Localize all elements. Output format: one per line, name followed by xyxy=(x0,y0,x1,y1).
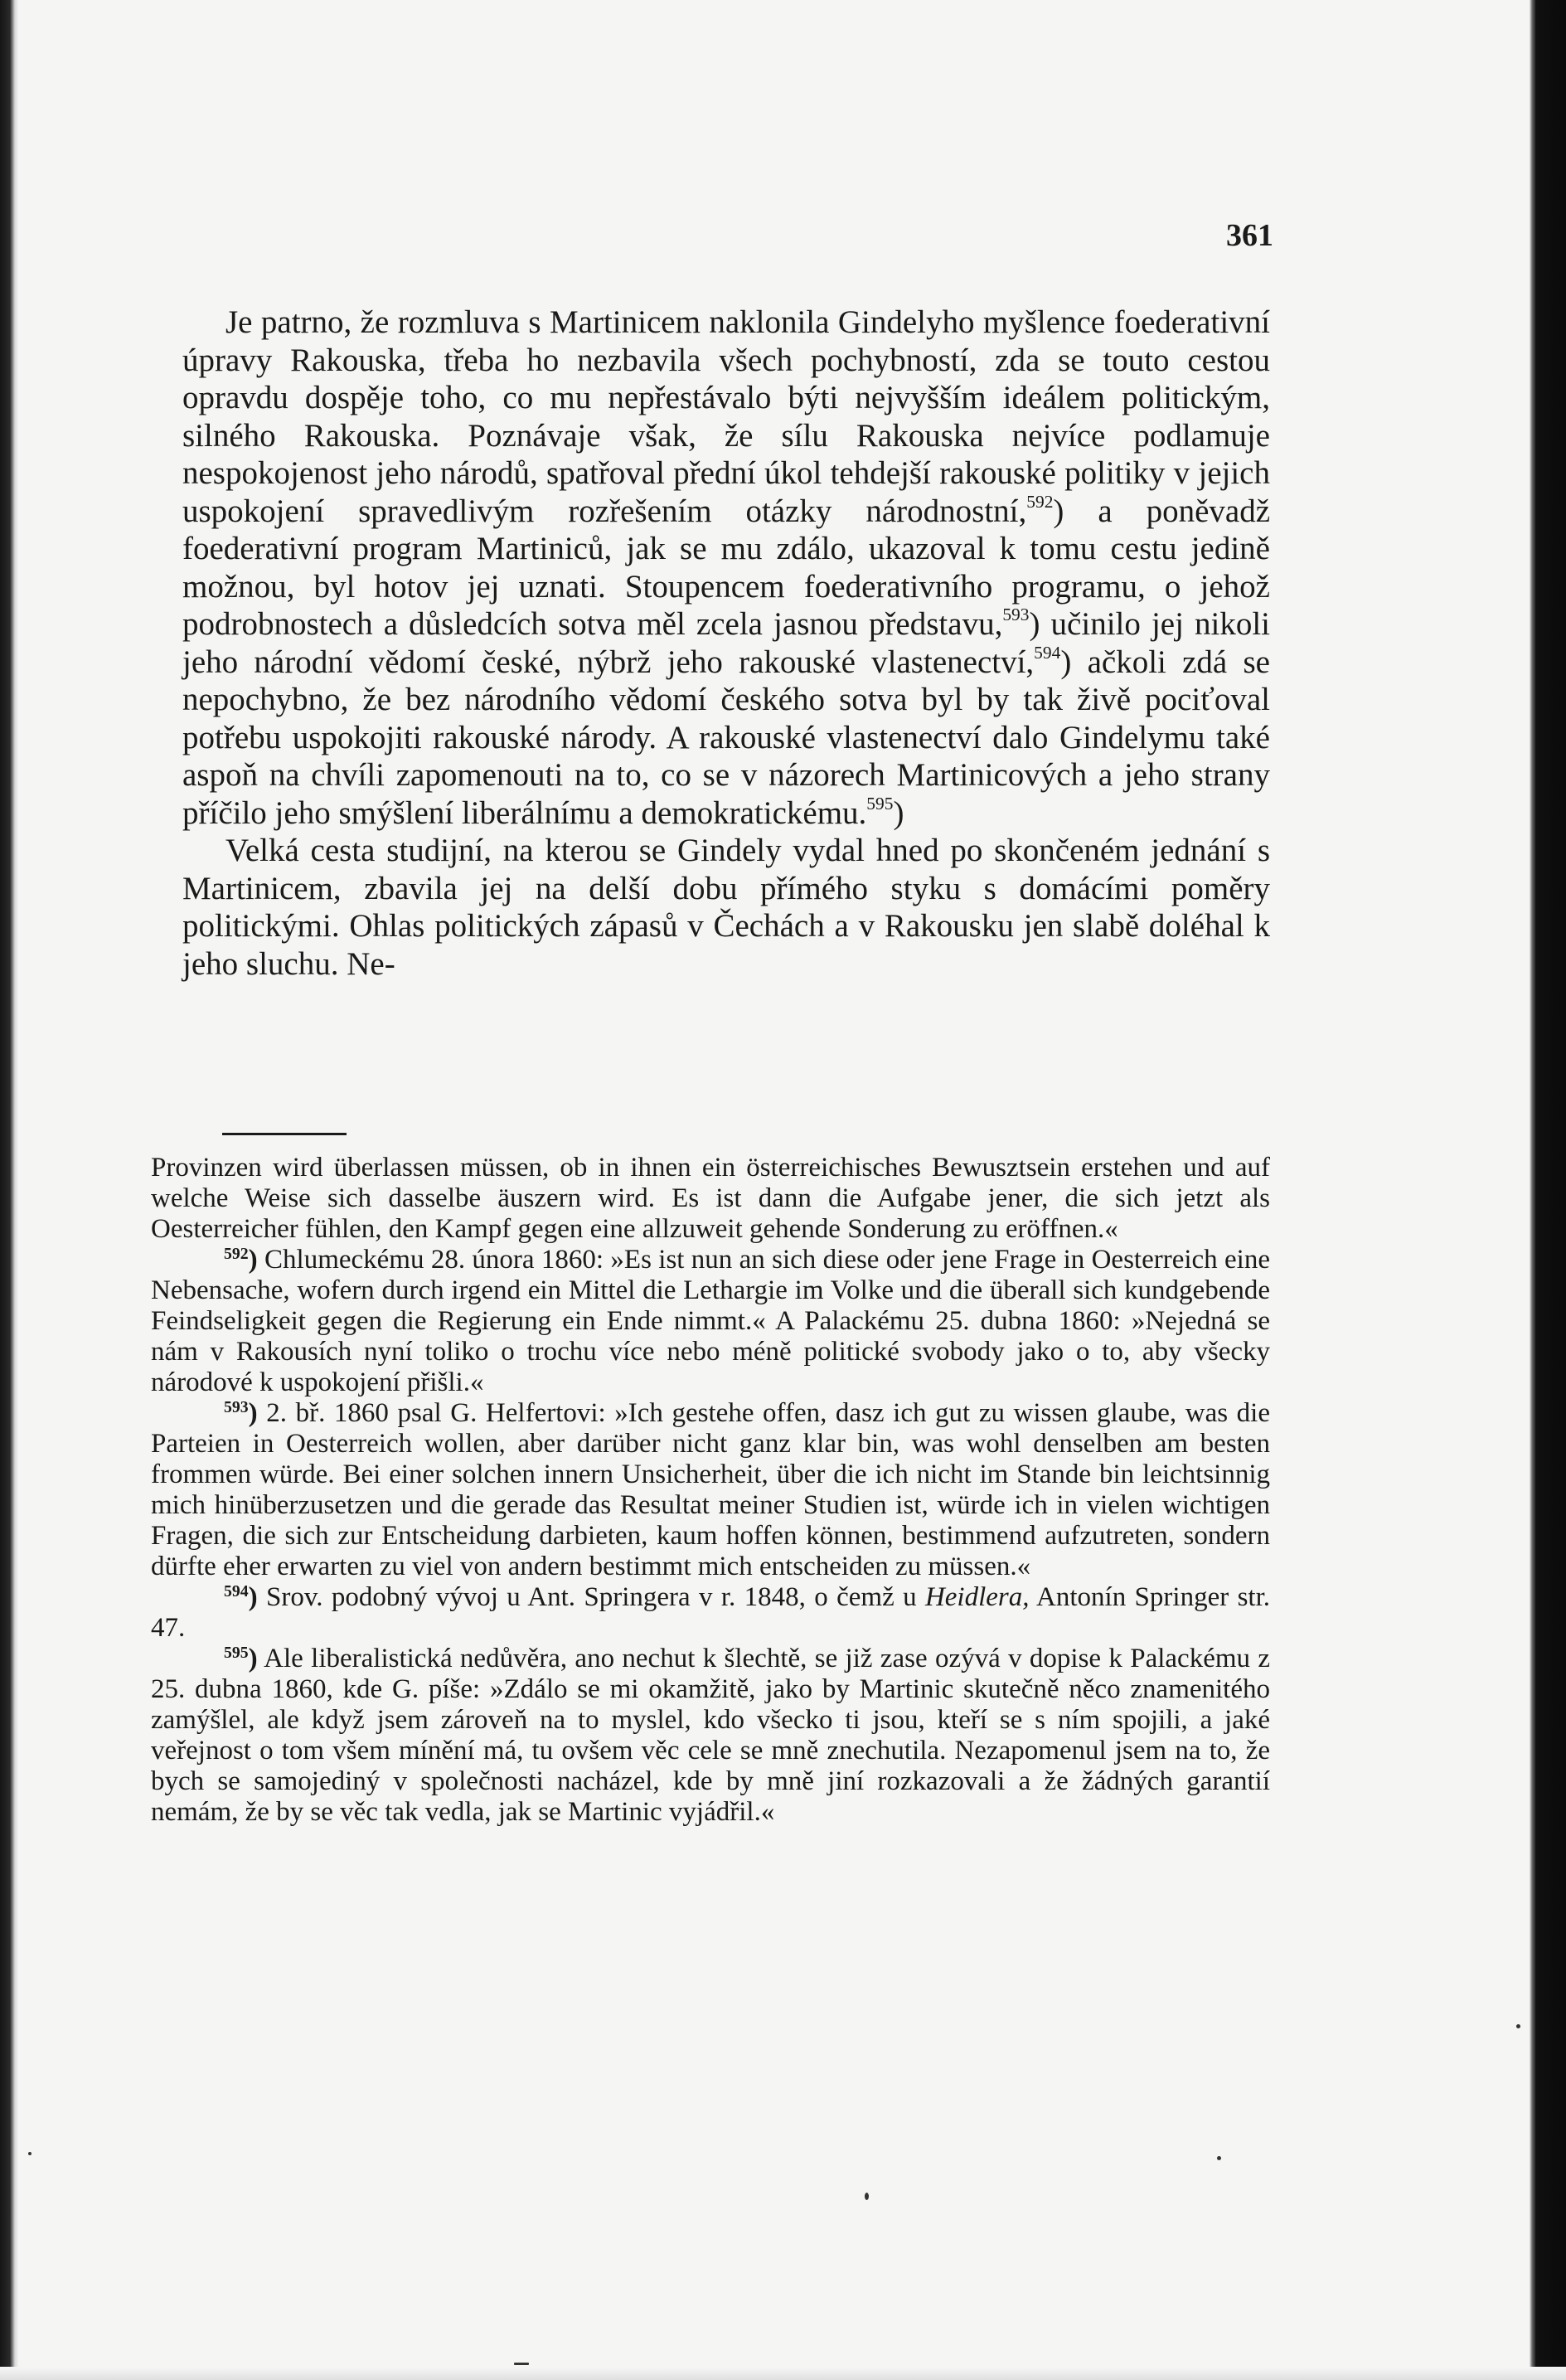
paragraph: Velká cesta studijní, na kterou se Gindely vydal hned po skončeném jednání s Martinicem, zbavila jej na delší dobu přímého styku s domácími poměry politickými. Ohlas politických zápasů v Čechách a v Rakousku jen slabě doléhal k jeho sluchu. Ne- xyxy=(182,833,1270,982)
scan-speck xyxy=(514,2363,529,2365)
scan-edge-bottom xyxy=(0,2367,1566,2380)
footnote-mark: 592 xyxy=(224,1245,249,1264)
footnote: $^{594}$) Srov. podobný vývoj u Ant. Springera v r. 1848, o čemž u Heidlera, Antonín Springer str. 47. xyxy=(151,1582,1270,1643)
scan-edge-right xyxy=(1530,0,1566,2380)
footnotes xyxy=(151,1153,1270,1828)
footnote-mark: 595 xyxy=(224,1644,249,1663)
scan-edge-left xyxy=(0,0,18,2380)
scan-speck xyxy=(1217,2156,1221,2160)
footnote-mark: 593 xyxy=(224,1398,249,1417)
scan-speck xyxy=(865,2193,869,2200)
footnote: $^{592}$) Chlumeckému 28. února 1860: »Es ist nun an sich diese oder jene Frage in Oesterreich eine Nebensache, wofern durch irgend ein Mittel die Lethargie im Volke und die überall sich kundgebende Feindseligkeit gegen die Regierung ein Ende nimmt.« A Palackému 25. dubna 1860: »Nejedná se nám v Rakousích nyní toliko o trochu více nebo méně politické svobody jako o to, aby všecky národové k uspokojení přišli.« xyxy=(151,1245,1270,1397)
footnote-ref: 593 xyxy=(1002,604,1030,624)
scan-speck xyxy=(1516,2024,1520,2028)
main-text xyxy=(182,304,1270,983)
page-number: 361 xyxy=(1226,218,1273,253)
footnote-continuation: Provinzen wird überlassen müssen, ob in ihnen ein österreichisches Bewusztsein erstehen und auf welche Weise sich dasselbe äuszern wird. Es ist dann die Aufgabe jener, die sich jetzt als Oesterreicher fühlen, den Kampf gegen eine allzuweit gehende Sonderung zu eröffnen.« xyxy=(151,1153,1270,1244)
footnote-rule xyxy=(222,1133,347,1135)
paragraph: Je patrno, že rozmluva s Martinicem naklonila Gindelyho myšlence foederativní úpravy Rakouska, třeba ho nezbavila všech pochybností, zda se touto cestou opravdu dospěje toho, co mu nepřestávalo býti nejvyšším ideálem politickým, silného Rakouska. Poznávaje však, že sílu Rakouska nejvíce podlamuje nespokojenost jeho národů, spatřoval přední úkol tehdejší rakouské politiky v jejich uspokojení spravedlivým rozřešením otázky národnostní,$^{592}$) a poněvadž foederativní program Martiniců, jak se mu zdálo, ukazoval k tomu cestu jedině možnou, byl hotov jej uznati. Stoupencem foederativního programu, o jehož podrobnostech a důsledcích sotva měl zcela jasnou představu,$^{593}$) učinilo jej nikoli jeho národní vědomí české, nýbrž jeho rakouské vlastenectví,$^{594}$) ačkoli zdá se nepochybno, že bez národního vědomí českého sotva byl by tak živě pociťoval potřebu uspokojiti rakouské národy. A rakouské vlastenectví dalo Gindelymu také aspoň na chvíli zapomenouti na to, co se v názorech Martinicových a jeho strany příčilo jeho smýšlení liberálnímu a demokratickému.$^{595}$) xyxy=(182,304,1271,831)
scan-speck xyxy=(28,2152,32,2155)
footnote: $^{595}$) Ale liberalistická nedůvěra, ano nechut k šlechtě, se již zase ozývá v dopise k Palackému z 25. dubna 1860, kde G. píše: »Zdálo se mi okamžitě, jako by Martinic skutečně něco znamenitého zamýšlel, ale když jsem zároveň na to myslel, kdo všecko ti jsou, kteří se s ním spojili, a jaké veřejnost o tom všem mínění má, tu ovšem věc cele se mně znechutila. Nezapomenul jsem na to, že bych se samojediný v společnosti nacházel, kde by mně jiní rozkazovali a že žádných garantií nemám, že by se věc tak vedla, jak se Martinic vyjádřil.« xyxy=(151,1644,1270,1827)
footnote-ref: 592 xyxy=(1026,491,1054,512)
footnote-ref: 595 xyxy=(866,793,894,814)
footnote-ref: 594 xyxy=(1034,642,1061,663)
footnote-mark: 594 xyxy=(224,1582,249,1601)
footnote: $^{593}$) 2. bř. 1860 psal G. Helfertovi: »Ich gestehe offen, dasz ich gut zu wissen glaube, was die Parteien in Oesterreich wollen, aber darüber nicht ganz klar bin, was wohl denselben am besten frommen würde. Bei einer solchen innern Unsicherheit, über die ich nicht im Stande bin leichtsinnig mich hinüberzusetzen und die gerade das Resultat meiner Studien ist, würde ich in vielen wichtigen Fragen, die sich zur Entscheidung darbieten, kaum hoffen können, bestimmend aufzutreten, sondern dürfte eher erwarten zu viel von andern bestimmt mich entscheiden zu müssen.« xyxy=(151,1398,1270,1581)
